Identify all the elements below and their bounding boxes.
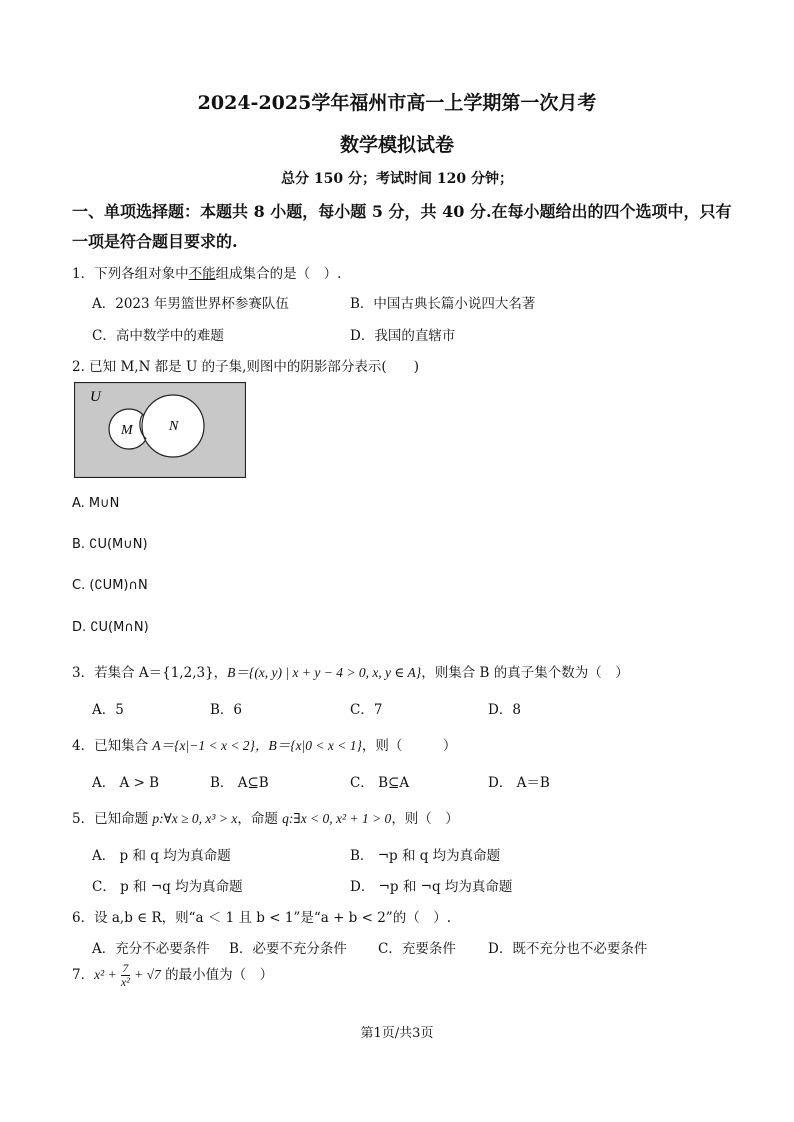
q7-frac-den: x² [120, 975, 130, 989]
q7-expr-post: + √7 [134, 967, 161, 982]
q5-prop-p: p:∀x ≥ 0, x³ > x [152, 811, 238, 826]
q6-option-a: A．充分不必要条件 [92, 941, 210, 957]
q4-option-c: C． B⊆A [350, 775, 410, 791]
q5-option-a: A． p 和 q 均为真命题 [92, 848, 231, 864]
q4-sets: A＝{x|−1 < x < 2}，B＝{x|0 < x < 1} [152, 738, 362, 753]
section-heading-line1: 一、单项选择题：本题共 8 小题，每小题 5 分，共 40 分.在每小题给出的四个选项中，只有 [72, 202, 732, 221]
q4-stem-c: ，则（ ） [361, 738, 457, 754]
q5-prop-q: q:∃x < 0, x² + 1 > 0 [282, 811, 392, 826]
q5-stem-e: ，则（ ） [391, 811, 459, 827]
q4-stem-a: 4．已知集合 [72, 738, 153, 754]
q6-option-c: C．充要条件 [378, 941, 456, 957]
q2-option-c: C. (∁UM)∩N [72, 578, 148, 593]
venn-label-m: M [121, 423, 133, 438]
q1-underlined: 不能 [188, 266, 216, 282]
q1-option-b: B．中国古典长篇小说四大名著 [350, 296, 536, 312]
q1-option-d: D．我国的直辖市 [350, 328, 456, 344]
q3-option-d: D．8 [488, 702, 521, 718]
q1-option-c: C．高中数学中的难题 [92, 328, 224, 344]
q2-option-a: A. M∪N [72, 496, 120, 511]
q5-option-c: C． p 和 ¬q 均为真命题 [92, 879, 243, 895]
question-6-stem: 6．设 a,b ∈ R，则“a ＜ 1 且 b < 1”是“a + b < 2”的（ ）. [72, 910, 451, 926]
q6-option-d: D．既不充分也不必要条件 [488, 941, 648, 957]
q7-frac-num: 7 [122, 961, 129, 975]
q1-post: 组成集合的是（ ）. [215, 266, 342, 282]
section-heading-line2: 一项是符合题目要求的. [72, 232, 238, 251]
q3-stem-a: 3．若集合 A＝{1,2,3}， [72, 665, 228, 681]
question-3-stem [72, 661, 629, 681]
question-1-stem [72, 262, 341, 282]
q5-stem-a: 5．已知命题 [72, 811, 153, 827]
score-info: 总分 150 分；考试时间 120 分钟； [281, 171, 513, 187]
q3-option-c: C．7 [350, 702, 383, 718]
q3-option-a: A．5 [92, 702, 124, 718]
question-5-stem [72, 807, 459, 827]
exam-subtitle: 数学模拟试卷 [339, 134, 454, 156]
q1-pre: 下列各组对象中 [94, 266, 189, 282]
venn-diagram [74, 382, 246, 478]
q7-number: 7． [72, 967, 95, 983]
question-7-stem [72, 962, 273, 989]
q3-set-b: B＝{(x, y) | x + y − 4 > 0, x, y ∈ A} [227, 665, 422, 680]
q7-fraction [121, 962, 130, 989]
q5-stem-c: ，命题 [237, 811, 283, 827]
exam-title: 2024-2025学年福州市高一上学期第一次月考 [197, 92, 597, 114]
q4-option-b: B． A⊆B [210, 775, 269, 791]
q7-expr-pre: x² + [94, 967, 117, 982]
q7-tail: 的最小值为（ ） [160, 967, 274, 983]
q3-stem-c: ，则集合 B 的真子集个数为（ ） [421, 665, 629, 681]
q5-option-b: B． ¬p 和 q 均为真命题 [350, 848, 501, 864]
venn-label-u: U [90, 389, 101, 405]
q2-option-b: B. ∁U(M∪N) [72, 537, 148, 552]
q6-option-b: B．必要不充分条件 [229, 941, 347, 957]
q2-option-d: D. ∁U(M∩N) [72, 620, 149, 635]
question-2-stem: 2. 已知 M,N 都是 U 的子集,则图中的阴影部分表示( ) [72, 359, 419, 375]
venn-label-n: N [169, 419, 179, 434]
question-4-stem [72, 734, 456, 754]
q4-option-a: A． A > B [92, 775, 160, 791]
q1-number: 1． [72, 266, 95, 282]
q4-option-d: D． A＝B [488, 775, 550, 791]
q5-option-d: D． ¬p 和 ¬q 均为真命题 [350, 879, 513, 895]
q1-option-a: A．2023 年男篮世界杯参赛队伍 [92, 296, 289, 312]
q3-option-b: B．6 [210, 702, 243, 718]
page-footer: 第1页/共3页 [360, 1026, 434, 1041]
